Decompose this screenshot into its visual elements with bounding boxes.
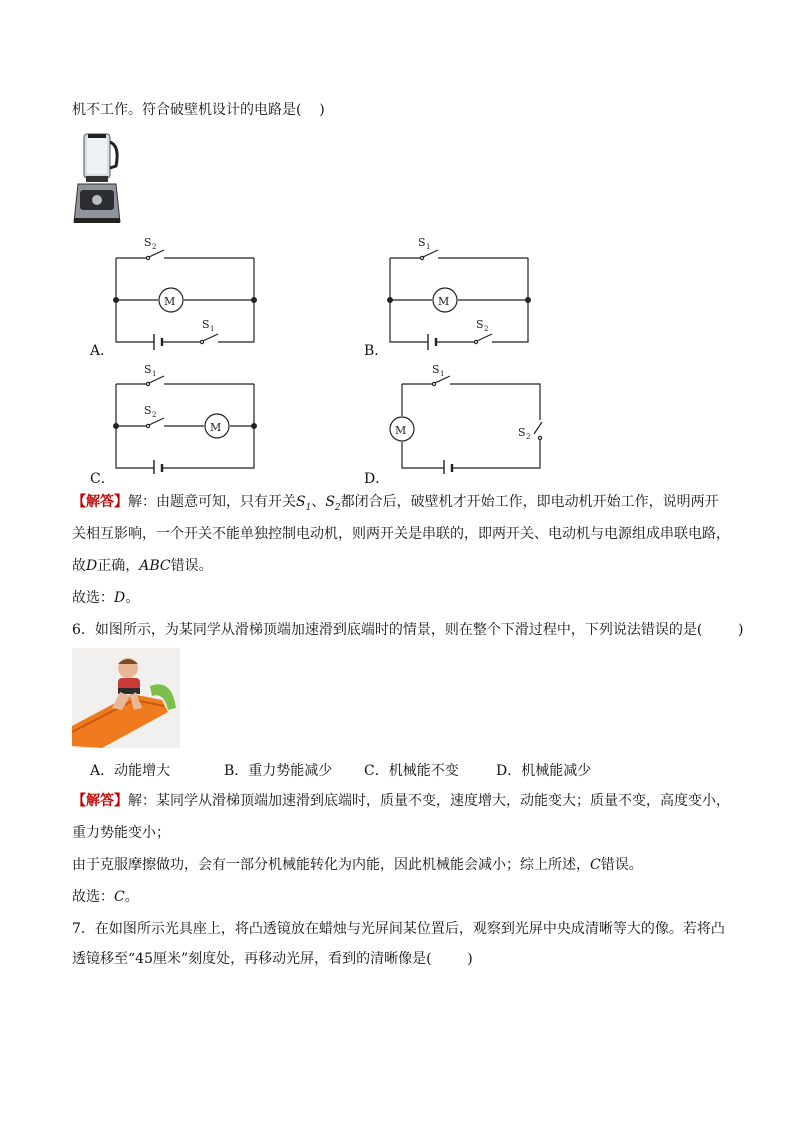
answer-text: 正确， bbox=[97, 558, 140, 574]
q6-stem: 6．如图所示，为某同学从滑梯顶端加速滑到底端时的情景，则在整个下滑过程中，下列说法错误的是( ) bbox=[72, 622, 744, 638]
circuit-c bbox=[108, 362, 268, 474]
q5-stem-paren: ) bbox=[301, 102, 325, 118]
choice-end: 。 bbox=[125, 590, 140, 606]
motor-label: M bbox=[210, 421, 222, 434]
answer-text: 由于克服摩擦做功，会有一部分机械能转化为内能，因此机械能会减小；综上所述， bbox=[72, 857, 590, 873]
q7-stem-line-1: 7．在如图所示光具座上，将凸透镜放在蜡烛与光屏间某位置后，观察到光屏中央成清晰等大的像。若将凸 bbox=[72, 921, 725, 937]
motor-label: M bbox=[395, 424, 407, 437]
q6-choice bbox=[72, 888, 139, 906]
switch-label: S bbox=[418, 236, 426, 249]
answer-tag: 【解答】 bbox=[72, 494, 128, 510]
q5-stem-text: 机不工作。符合破壁机设计的电路是( bbox=[72, 102, 302, 118]
switch-label: S bbox=[144, 363, 152, 376]
answer-letters: ABC bbox=[139, 558, 171, 574]
answer-text: 都闭合后，破壁机才开始工作，即电动机开始工作，说明两开 bbox=[340, 494, 719, 510]
switch-label: S bbox=[144, 236, 152, 249]
choice-text: 故选： bbox=[72, 590, 114, 606]
option-c-label[interactable]: C． bbox=[90, 471, 115, 487]
answer-text: 错误。 bbox=[170, 558, 213, 574]
switch-sub: 1 bbox=[440, 370, 445, 378]
switch-label: S bbox=[202, 318, 210, 331]
choice-letter: D bbox=[114, 590, 126, 606]
q6-answer-line-1 bbox=[72, 792, 730, 810]
q5-stem-tail bbox=[72, 101, 325, 119]
q7-stem-line-2: 透镜移至“45厘米”刻度处，再移动光屏，看到的清晰像是( ) bbox=[72, 951, 473, 967]
q5-choice bbox=[72, 589, 139, 607]
switch-label: S bbox=[432, 363, 440, 376]
answer-text: 错误。 bbox=[600, 857, 643, 873]
symbol-sub: 2 bbox=[334, 502, 341, 513]
answer-text: 解：某同学从滑梯顶端加速滑到底端时，质量不变，速度增大，动能变大；质量不变，高度变小， bbox=[128, 793, 730, 809]
switch-label: S bbox=[518, 426, 526, 439]
q5-answer-line-3 bbox=[72, 557, 213, 575]
answer-letter: D bbox=[86, 558, 98, 574]
choice-end: 。 bbox=[124, 889, 139, 905]
answer-tag: 【解答】 bbox=[72, 793, 128, 809]
slide-photo bbox=[72, 648, 180, 748]
symbol-letter: S bbox=[296, 494, 306, 510]
option-d-label[interactable]: D． bbox=[364, 471, 390, 487]
symbol-letter: S bbox=[325, 494, 335, 510]
switch-sub: 2 bbox=[526, 433, 531, 441]
q6-option-a[interactable]: A．动能增大 bbox=[90, 763, 171, 779]
option-b-label[interactable]: B． bbox=[364, 343, 389, 359]
q6-option-c[interactable]: C．机械能不变 bbox=[364, 763, 459, 779]
q6-answer-line-3 bbox=[72, 856, 643, 874]
switch-label: S bbox=[476, 318, 484, 331]
q6-answer-line-2: 重力势能变小； bbox=[72, 825, 170, 841]
circuit-b bbox=[382, 232, 542, 354]
blender-image bbox=[72, 132, 124, 224]
answer-text: 故 bbox=[72, 558, 86, 574]
s1-symbol bbox=[296, 494, 312, 513]
option-a-label[interactable]: A． bbox=[90, 343, 115, 359]
switch-sub: 1 bbox=[210, 325, 215, 333]
answer-text: 解：由题意可知，只有开关 bbox=[128, 494, 296, 510]
q6-option-d[interactable]: D．机械能减少 bbox=[496, 763, 592, 779]
q6-option-b[interactable]: B．重力势能减少 bbox=[224, 763, 333, 779]
switch-sub: 2 bbox=[484, 325, 489, 333]
circuit-a bbox=[108, 232, 268, 354]
symbol-sub: 1 bbox=[305, 502, 312, 513]
switch-sub: 2 bbox=[152, 243, 157, 251]
motor-label: M bbox=[164, 295, 176, 308]
switch-sub: 1 bbox=[426, 243, 431, 251]
switch-label: S bbox=[144, 404, 152, 417]
answer-letter: C bbox=[590, 857, 601, 873]
switch-sub: 1 bbox=[152, 370, 157, 378]
choice-letter: C bbox=[114, 889, 125, 905]
switch-sub: 2 bbox=[152, 411, 157, 419]
s2-symbol bbox=[325, 494, 341, 513]
choice-text: 故选： bbox=[72, 889, 114, 905]
q5-answer-line-2: 关相互影响，一个开关不能单独控制电动机，则两开关是串联的，即两开关、电动机与电源组成串联电路， bbox=[72, 526, 730, 542]
q5-answer-line-1: 【解答】解：由题意可知，只有开关$S_1$、$S_2$都闭合后，破壁机才开始工作，即电动机开始工作，说明两开 bbox=[72, 494, 719, 513]
motor-label: M bbox=[438, 295, 450, 308]
circuit-d bbox=[382, 362, 552, 474]
